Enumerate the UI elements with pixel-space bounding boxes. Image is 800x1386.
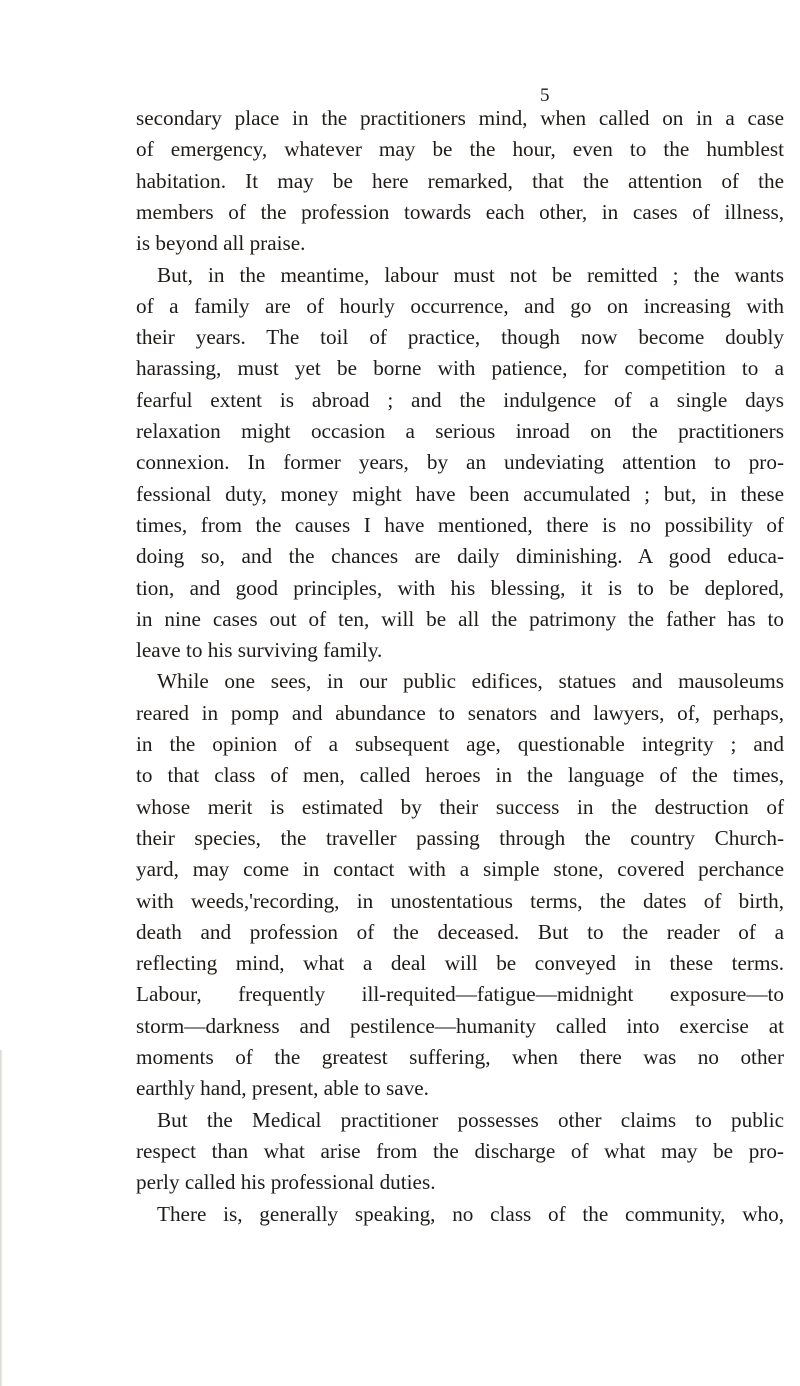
- text-line: tion, and good principles, with his blessing, it is to be deplored,: [136, 575, 784, 600]
- text-line: in the opinion of a subsequent age, questionable integrity ; and: [136, 732, 784, 756]
- text-line: fearful extent is abroad ; and the indulgence of a single days: [136, 387, 784, 412]
- text-line: members of the profession towards each other, in cases of illness,: [136, 199, 784, 224]
- text-line: is beyond all praise.: [136, 231, 306, 256]
- text-line: of emergency, whatever may be the hour, even to the humblest: [136, 137, 784, 162]
- text-line: respect than what arise from the discharge of what may be pro-: [136, 1138, 784, 1163]
- text-line: whose merit is estimated by their success in the destruction of: [136, 794, 784, 819]
- page-number: 5: [540, 85, 550, 106]
- text-line: earthly hand, present, able to save.: [136, 1076, 429, 1101]
- text-line: their years. The toil of practice, though now become doubly: [136, 325, 784, 350]
- text-line: relaxation might occasion a serious inroad on the practitioners: [136, 419, 784, 443]
- text-line: reflecting mind, what a deal will be conveyed in these terms.: [136, 951, 784, 976]
- text-line: leave to his surviving family.: [136, 638, 383, 663]
- text-line: connexion. In former years, by an undeviating attention to pro-: [136, 450, 784, 475]
- text-line: While one sees, in our public edifices, statues and mausoleums: [157, 669, 784, 694]
- text-line: storm—darkness and pestilence—humanity called into exercise at: [136, 1013, 784, 1038]
- text-line: yard, may come in contact with a simple stone, covered perchance: [136, 857, 784, 882]
- text-line: secondary place in the practitioners mind, when called on in a case: [136, 106, 784, 130]
- text-line: reared in pomp and abundance to senators and lawyers, of, perhaps,: [136, 700, 784, 725]
- text-line: But the Medical practitioner possesses other claims to public: [157, 1107, 784, 1132]
- text-line: perly called his professional duties.: [136, 1170, 436, 1195]
- text-line: fessional duty, money might have been accumulated ; but, in these: [136, 481, 784, 506]
- text-line: to that class of men, called heroes in the language of the times,: [136, 763, 784, 788]
- text-line: death and profession of the deceased. But to the reader of a: [136, 919, 784, 944]
- text-line: habitation. It may be here remarked, that the attention of the: [136, 168, 784, 193]
- text-line: harassing, must yet be borne with patience, for competition to a: [136, 356, 784, 381]
- text-line: with weeds,'recording, in unostentatious terms, the dates of birth,: [136, 888, 784, 913]
- text-line: times, from the causes I have mentioned, there is no possibility of: [136, 512, 784, 537]
- text-line: moments of the greatest suffering, when there was no other: [136, 1045, 784, 1069]
- text-line: Labour, frequently ill-requited—fatigue—midnight exposure—to: [136, 982, 784, 1007]
- text-line: But, in the meantime, labour must not be remitted ; the wants: [157, 262, 784, 287]
- binding-edge: [0, 1050, 3, 1386]
- text-line: in nine cases out of ten, will be all the patrimony the father has to: [136, 606, 784, 631]
- text-line: their species, the traveller passing through the country Church-: [136, 825, 784, 850]
- text-line: of a family are of hourly occurrence, and go on increasing with: [136, 293, 784, 318]
- text-line: doing so, and the chances are daily diminishing. A good educa-: [136, 544, 784, 569]
- text-line: There is, generally speaking, no class of the community, who,: [157, 1201, 784, 1226]
